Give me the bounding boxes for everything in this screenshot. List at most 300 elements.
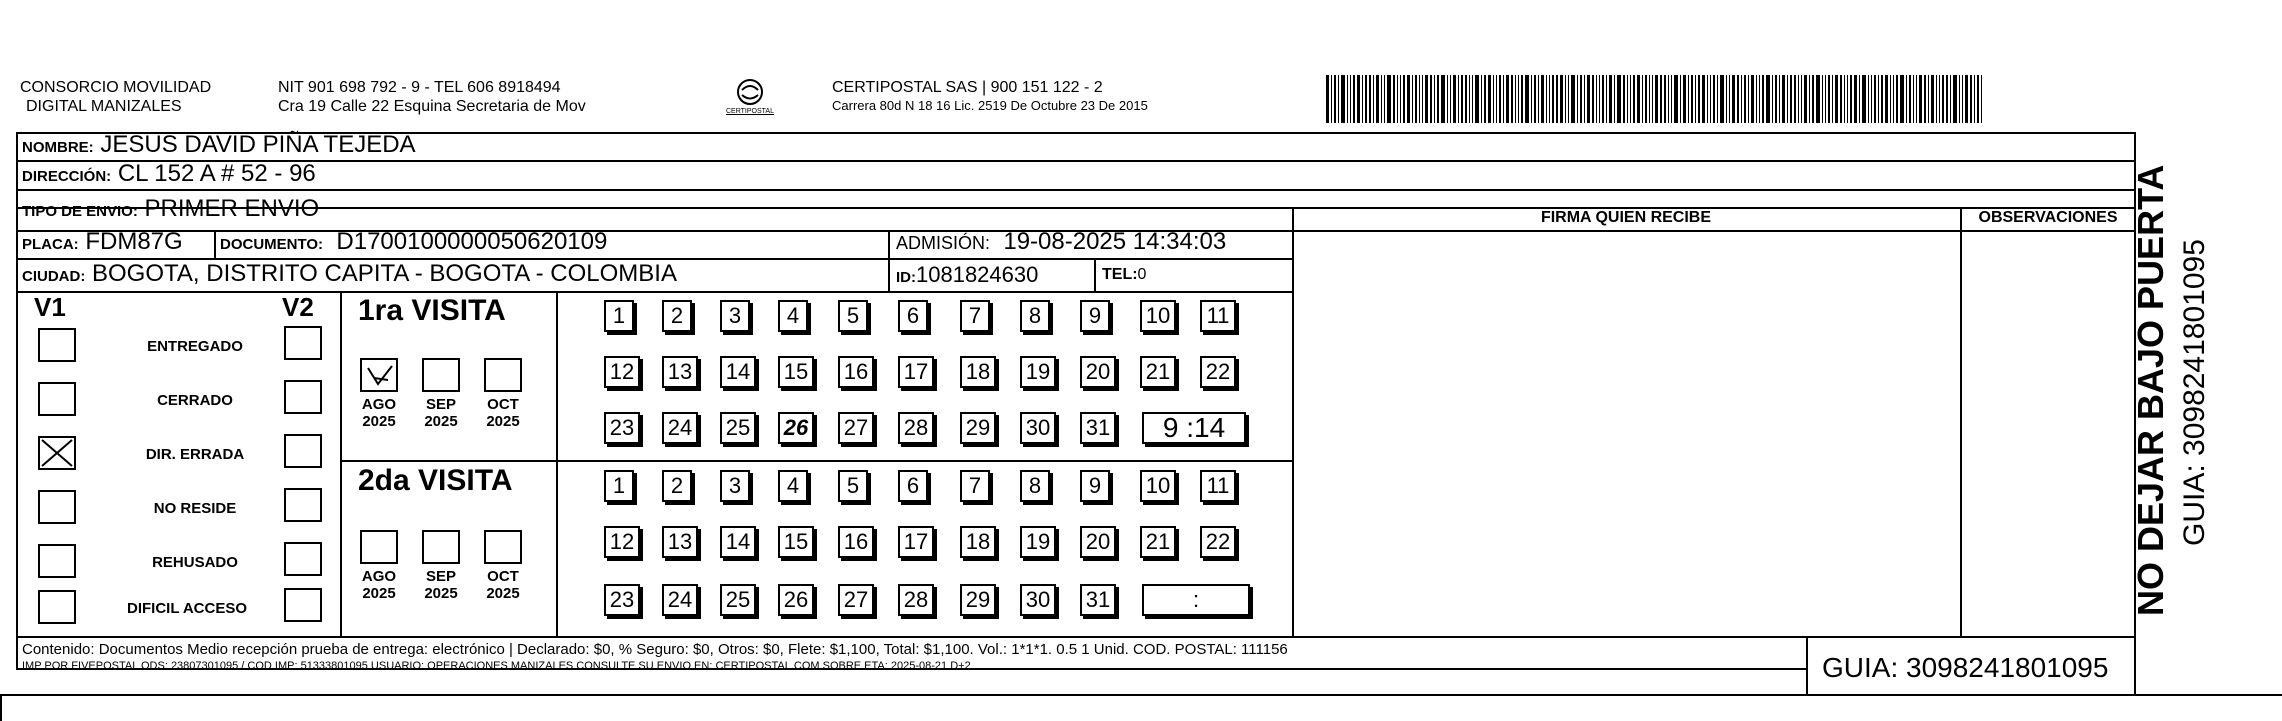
barcode-bar <box>1950 75 1951 123</box>
barcode-bar <box>1702 75 1705 123</box>
visit-left-border <box>340 291 342 636</box>
year-label: 2025 <box>486 585 520 602</box>
month-label: OCT <box>487 568 519 585</box>
barcode-bar <box>1549 75 1550 123</box>
barcode-bar <box>1376 75 1379 123</box>
barcode-bar <box>1347 75 1348 123</box>
barcode-bar <box>1434 75 1435 123</box>
barcode-bar <box>1962 75 1963 123</box>
barcode-bar <box>1974 75 1975 123</box>
barcode-bar <box>1691 75 1693 123</box>
day-box[interactable]: 29 <box>960 584 996 616</box>
month-checkbox-ago[interactable] <box>360 530 398 564</box>
barcode-bar <box>1896 75 1898 123</box>
barcode-bar <box>1326 75 1329 123</box>
barcode-bar <box>1878 75 1879 123</box>
tel-label: TEL: <box>1102 266 1138 283</box>
first-visit-title: 1ra VISITA <box>358 294 506 327</box>
barcode-bar <box>1782 75 1785 123</box>
barcode-bar <box>1481 75 1482 123</box>
barcode-bar <box>1592 75 1594 123</box>
ciudad-label: CIUDAD: <box>22 268 86 285</box>
v2-checkbox[interactable] <box>284 488 322 522</box>
year-label: 2025 <box>486 413 520 430</box>
day-box[interactable]: 14 <box>720 356 756 388</box>
barcode-bar <box>1518 75 1519 123</box>
barcode-bar <box>1828 75 1830 123</box>
barcode-bar <box>1874 75 1876 123</box>
barcode-bar <box>1623 75 1625 123</box>
barcode-bar <box>1587 75 1590 123</box>
barcode-bar <box>1916 75 1917 123</box>
status-label: DIR. ERRADA <box>145 446 245 463</box>
barcode-bar <box>1862 75 1866 123</box>
footer-guia-divider <box>1806 636 1808 694</box>
day-box[interactable]: 10 <box>1140 470 1176 502</box>
barcode-bar <box>1503 75 1504 123</box>
placa-label: PLACA: <box>22 236 79 253</box>
barcode-bar <box>1909 75 1911 123</box>
v1-checkbox[interactable] <box>38 544 76 578</box>
barcode-bar <box>1430 75 1432 123</box>
barcode-bar <box>1496 75 1497 123</box>
tipo-envio-label: TIPO DE ENVIO: <box>22 203 138 220</box>
barcode-bar <box>1906 75 1907 123</box>
barcode-bar <box>1627 75 1628 123</box>
day-box[interactable]: 7 <box>960 300 990 332</box>
barcode-bar <box>1794 75 1796 123</box>
day-box[interactable]: 1 <box>604 300 634 332</box>
barcode-bar <box>1488 75 1491 123</box>
placa-value: FDM87G <box>85 228 183 255</box>
time-box[interactable]: 9 :14 <box>1142 412 1246 444</box>
day-box[interactable]: 27 <box>838 412 874 444</box>
barcode-bar <box>1871 75 1872 123</box>
footer-guia: GUIA: 3098241801095 <box>1822 652 2109 683</box>
v1-checkbox[interactable] <box>38 328 76 362</box>
barcode-bar <box>1804 75 1807 123</box>
bottom-left-edge <box>0 694 2 721</box>
barcode-bar <box>1609 75 1612 123</box>
barcode-bar <box>1977 75 1979 123</box>
v2-checkbox[interactable] <box>284 588 322 622</box>
barcode-bar <box>1362 75 1363 123</box>
barcode-bar <box>1919 75 1922 123</box>
barcode-bar <box>1732 75 1735 123</box>
logo-text: CERTIPOSTAL <box>726 108 774 115</box>
barcode-bar <box>1790 75 1792 123</box>
tipo-envio-value: PRIMER ENVIO <box>144 195 320 222</box>
day-box[interactable]: 15 <box>778 526 814 558</box>
firma-label: FIRMA QUIEN RECIBE <box>1540 209 1712 226</box>
footer-imp-info: IMP POR FIVEPOSTAL ODS: 23807301095 / COD.IMP: 51333801095 USUARIO: OPERACIONES MANIZALES CONSULTE SU ENVIO EN: CERTIPOSTAL.COM SOBRE ETA: 2025-08-21 D+2 <box>22 660 971 672</box>
row-line-2 <box>16 189 2136 191</box>
day-box[interactable]: 31 <box>1080 412 1116 444</box>
v2-checkbox[interactable] <box>284 434 322 468</box>
barcode-bar <box>1881 75 1883 123</box>
status-label: ENTREGADO <box>147 338 243 355</box>
company-line-1: CONSORCIO MOVILIDAD <box>20 79 212 96</box>
barcode-bar <box>1652 75 1653 123</box>
barcode-bar <box>1560 75 1563 123</box>
barcode-bar <box>1400 75 1401 123</box>
barcode-bar <box>1713 75 1715 123</box>
day-box[interactable]: 30 <box>1020 412 1056 444</box>
status-label: CERRADO <box>157 392 233 409</box>
barcode-bar <box>1762 75 1764 123</box>
barcode-bar <box>1499 75 1501 123</box>
id-divider <box>888 258 890 291</box>
day-box[interactable]: 18 <box>960 356 996 388</box>
barcode-bar <box>1726 75 1727 123</box>
documento-value: D1700100000050620109 <box>336 228 608 255</box>
day-box[interactable]: 13 <box>662 526 698 558</box>
v2-label: V2 <box>282 292 314 322</box>
day-box[interactable]: 13 <box>662 356 698 388</box>
barcode-bar <box>1521 75 1523 123</box>
barcode-bar <box>1850 75 1852 123</box>
v1-checkbox[interactable] <box>38 490 76 524</box>
day-box[interactable]: 15 <box>778 356 814 388</box>
day-box[interactable]: 21 <box>1140 356 1176 388</box>
barcode-bar <box>1766 75 1770 123</box>
month-label: OCT <box>487 396 519 413</box>
barcode-bar <box>1946 75 1948 123</box>
barcode-bar <box>1868 75 1869 123</box>
barcode-bar <box>1680 75 1681 123</box>
year-label: 2025 <box>424 585 458 602</box>
barcode-bar <box>1369 75 1371 123</box>
nit-line-2: Cra 19 Calle 22 Esquina Secretaria de Mov <box>278 98 586 115</box>
barcode-bar <box>1425 75 1428 123</box>
barcode-bar <box>1407 75 1410 123</box>
barcode-bar <box>1890 75 1891 123</box>
barcode-bar <box>1710 75 1711 123</box>
documento-label: DOCUMENTO: <box>220 236 324 253</box>
barcode-bar <box>1936 75 1937 123</box>
barcode-bar <box>1493 75 1494 123</box>
day-box[interactable]: 26 <box>778 584 814 616</box>
day-box[interactable]: 2 <box>662 300 692 332</box>
day-box[interactable]: 9 <box>1080 300 1110 332</box>
barcode-bar <box>1885 75 1888 123</box>
barcode-bar <box>1779 75 1780 123</box>
barcode-bar <box>1602 75 1604 123</box>
barcode-bar <box>1787 75 1788 123</box>
barcode-bar <box>1939 75 1940 123</box>
barcode-bar <box>1541 75 1544 123</box>
day-box[interactable]: 4 <box>778 300 808 332</box>
barcode-bar <box>1900 75 1904 123</box>
barcode-bar <box>1350 75 1351 123</box>
barcode-bar <box>1556 75 1558 123</box>
barcode-bar <box>1381 75 1382 123</box>
barcode-bar <box>1741 75 1742 123</box>
observaciones-area[interactable] <box>1962 232 2132 634</box>
day-box[interactable]: 3 <box>720 300 750 332</box>
documento-field <box>220 228 607 256</box>
day-box[interactable]: 12 <box>604 356 640 388</box>
month-label: AGO <box>361 568 397 585</box>
barcode-bar <box>1412 75 1413 123</box>
side-guia: GUIA: 3098241801095 <box>2178 239 2211 546</box>
year-label: 2025 <box>362 413 396 430</box>
footer-top-line <box>16 636 2136 638</box>
month-checkbox-oct[interactable] <box>484 530 522 564</box>
nit-line-1: NIT 901 698 792 - 9 - TEL 606 8918494 <box>278 79 561 96</box>
nombre-field <box>22 131 416 159</box>
v1-label: V1 <box>34 292 66 322</box>
admision-field <box>896 228 1226 256</box>
barcode-bar <box>1668 75 1669 123</box>
id-label: ID: <box>896 269 916 286</box>
v1-checkbox[interactable] <box>38 382 76 416</box>
barcode-bar <box>1854 75 1857 123</box>
day-box[interactable]: 17 <box>898 356 934 388</box>
day-box[interactable]: 1 <box>604 470 634 502</box>
day-box[interactable]: 17 <box>898 526 934 558</box>
day-box[interactable]: 2 <box>662 470 692 502</box>
barcode-bar <box>1847 75 1848 123</box>
day-box[interactable]: 11 <box>1200 300 1236 332</box>
barcode-bar <box>1338 75 1339 123</box>
day-box[interactable]: 30 <box>1020 584 1056 616</box>
day-box[interactable]: 25 <box>720 412 756 444</box>
barcode-bar <box>1798 75 1799 123</box>
tipo-envio-field <box>22 195 319 223</box>
barcode-bar <box>1840 75 1842 123</box>
barcode-bar <box>1924 75 1926 123</box>
ciudad-value: BOGOTA, DISTRITO CAPITA - BOGOTA - COLOMBIA <box>92 260 677 287</box>
day-box[interactable]: 6 <box>898 300 928 332</box>
admision-value: 19-08-2025 14:34:03 <box>1003 228 1227 255</box>
day-box[interactable]: 25 <box>720 584 756 616</box>
barcode-bar <box>1688 75 1689 123</box>
barcode-bar <box>1568 75 1569 123</box>
nit-block <box>278 78 586 116</box>
barcode-bar <box>1683 75 1686 123</box>
barcode-bar <box>1353 75 1355 123</box>
day-box[interactable]: 10 <box>1140 300 1176 332</box>
day-box[interactable]: 19 <box>1020 356 1056 388</box>
barcode-bar <box>1580 75 1582 123</box>
day-box[interactable]: 22 <box>1200 526 1236 558</box>
id-value: 1081824630 <box>916 262 1039 287</box>
observaciones-label: OBSERVACIONES <box>1978 209 2118 226</box>
nombre-value: JESUS DAVID PIÑA TEJEDA <box>100 131 416 158</box>
barcode-bar <box>1720 75 1724 123</box>
barcode-bar <box>1953 75 1957 123</box>
certipostal-logo <box>722 76 778 124</box>
barcode-bar <box>1373 75 1374 123</box>
tel-divider <box>1094 258 1096 291</box>
barcode-bar <box>1458 75 1459 123</box>
barcode-bar <box>1655 75 1658 123</box>
barcode-bar <box>1511 75 1513 123</box>
barcode-bar <box>1617 75 1621 123</box>
barcode-bar <box>1674 75 1678 123</box>
time-box[interactable]: : <box>1142 584 1250 616</box>
day-box[interactable]: 24 <box>662 584 698 616</box>
barcode-bar <box>1584 75 1585 123</box>
day-box[interactable]: 24 <box>662 412 698 444</box>
day-box[interactable]: 3 <box>720 470 750 502</box>
barcode-bar <box>1465 75 1467 123</box>
v2-checkbox[interactable] <box>284 380 322 414</box>
row-line-6 <box>16 291 1294 293</box>
placa-field <box>22 228 183 256</box>
month-day-divider <box>556 291 558 636</box>
day-box[interactable]: 23 <box>604 412 640 444</box>
barcode-bar <box>1415 75 1417 123</box>
status-label: REHUSADO <box>152 554 238 571</box>
barcode-bar <box>1365 75 1367 123</box>
day-box[interactable]: 6 <box>898 470 928 502</box>
year-label: 2025 <box>362 585 396 602</box>
barcode-bar <box>1422 75 1423 123</box>
barcode-bar <box>1981 75 1982 123</box>
barcode-bar <box>1913 75 1914 123</box>
day-box[interactable]: 28 <box>898 412 934 444</box>
barcode-bar <box>1756 75 1757 123</box>
barcode <box>1326 75 1984 123</box>
day-box[interactable]: 8 <box>1020 470 1050 502</box>
placa-divider <box>214 230 216 258</box>
v2-checkbox[interactable] <box>284 326 322 360</box>
company-line-2: DIGITAL MANIZALES <box>26 98 182 115</box>
barcode-bar <box>1664 75 1666 123</box>
day-box[interactable]: 5 <box>838 300 868 332</box>
day-box[interactable]: 11 <box>1200 470 1236 502</box>
v2-checkbox[interactable] <box>284 542 322 576</box>
barcode-bar <box>1649 75 1650 123</box>
bottom-edge-line <box>0 694 2282 696</box>
barcode-bar <box>1928 75 1929 123</box>
barcode-bar <box>1357 75 1360 123</box>
signature-area[interactable] <box>1294 232 1958 634</box>
day-box[interactable]: 31 <box>1080 584 1116 616</box>
month-label: SEP <box>425 568 456 585</box>
form-left-border <box>16 132 18 670</box>
barcode-bar <box>1606 75 1607 123</box>
barcode-bar <box>1419 75 1420 123</box>
day-box[interactable]: 18 <box>960 526 996 558</box>
day-box[interactable]: 16 <box>838 526 874 558</box>
barcode-bar <box>1531 75 1532 123</box>
barcode-bar <box>1637 75 1640 123</box>
company-name <box>20 78 211 116</box>
barcode-bar <box>1614 75 1615 123</box>
tel-value: 0 <box>1137 266 1147 283</box>
day-box[interactable]: 9 <box>1080 470 1110 502</box>
barcode-bar <box>1844 75 1845 123</box>
barcode-bar <box>1450 75 1451 123</box>
barcode-bar <box>1748 75 1749 123</box>
month-checkbox-sep[interactable] <box>422 358 460 392</box>
barcode-bar <box>1645 75 1647 123</box>
day-box[interactable]: 14 <box>720 526 756 558</box>
admision-divider <box>888 230 890 258</box>
barcode-bar <box>1816 75 1820 123</box>
barcode-bar <box>1825 75 1826 123</box>
barcode-bar <box>1596 75 1597 123</box>
day-box[interactable]: 20 <box>1080 356 1116 388</box>
day-box[interactable]: 7 <box>960 470 990 502</box>
barcode-bar <box>1970 75 1972 123</box>
day-box[interactable]: 22 <box>1200 356 1236 388</box>
nombre-label: NOMBRE: <box>22 139 94 156</box>
barcode-bar <box>1331 75 1332 123</box>
barcode-bar <box>1759 75 1760 123</box>
barcode-bar <box>1729 75 1730 123</box>
day-box[interactable]: 20 <box>1080 526 1116 558</box>
barcode-bar <box>1506 75 1509 123</box>
barcode-bar <box>1334 75 1336 123</box>
no-dejar-warning: NO DEJAR BAJO PUERTA <box>2130 164 2171 616</box>
day-box[interactable]: 23 <box>604 584 640 616</box>
year-label: 2025 <box>424 413 458 430</box>
barcode-bar <box>1822 75 1823 123</box>
barcode-bar <box>1642 75 1643 123</box>
day-box[interactable]: 21 <box>1140 526 1176 558</box>
day-box[interactable]: 5 <box>838 470 868 502</box>
ciudad-field <box>22 260 677 288</box>
barcode-bar <box>1387 75 1391 123</box>
day-box[interactable]: 16 <box>838 356 874 388</box>
status-label: NO RESIDE <box>153 500 237 517</box>
barcode-bar <box>1475 75 1479 123</box>
barcode-bar <box>1744 75 1746 123</box>
barcode-bar <box>1393 75 1395 123</box>
barcode-bar <box>1546 75 1547 123</box>
barcode-bar <box>1859 75 1860 123</box>
barcode-bar <box>1437 75 1439 123</box>
barcode-bar <box>1472 75 1473 123</box>
certipostal-line-2: Carrera 80d N 18 16 Lic. 2519 De Octubre 23 De 2015 <box>832 98 1148 113</box>
barcode-bar <box>1447 75 1448 123</box>
month-checkbox-ago[interactable] <box>360 358 398 392</box>
barcode-bar <box>1772 75 1773 123</box>
day-box[interactable]: 19 <box>1020 526 1056 558</box>
day-box[interactable]: 8 <box>1020 300 1050 332</box>
day-box[interactable]: 4 <box>778 470 808 502</box>
day-box[interactable]: 12 <box>604 526 640 558</box>
direccion-value: CL 152 A # 52 - 96 <box>117 160 316 187</box>
barcode-bar <box>1534 75 1536 123</box>
barcode-bar <box>1397 75 1398 123</box>
barcode-bar <box>1775 75 1777 123</box>
v1-checkbox[interactable] <box>38 436 76 470</box>
month-checkbox-oct[interactable] <box>484 358 522 392</box>
day-box[interactable]: 29 <box>960 412 996 444</box>
barcode-bar <box>1717 75 1718 123</box>
barcode-bar <box>1893 75 1894 123</box>
visit-divider <box>340 460 1292 462</box>
day-box[interactable]: 26 <box>778 412 814 444</box>
month-label: AGO <box>361 396 397 413</box>
barcode-bar <box>1832 75 1833 123</box>
barcode-bar <box>1671 75 1672 123</box>
v1-checkbox[interactable] <box>38 590 76 624</box>
barcode-bar <box>1959 75 1960 123</box>
direccion-field <box>22 160 316 188</box>
day-box[interactable]: 27 <box>838 584 874 616</box>
day-box[interactable]: 28 <box>898 584 934 616</box>
barcode-bar <box>1571 75 1575 123</box>
certipostal-line-1: CERTIPOSTAL SAS | 900 151 122 - 2 <box>832 79 1103 96</box>
month-checkbox-sep[interactable] <box>422 530 460 564</box>
barcode-bar <box>1812 75 1814 123</box>
